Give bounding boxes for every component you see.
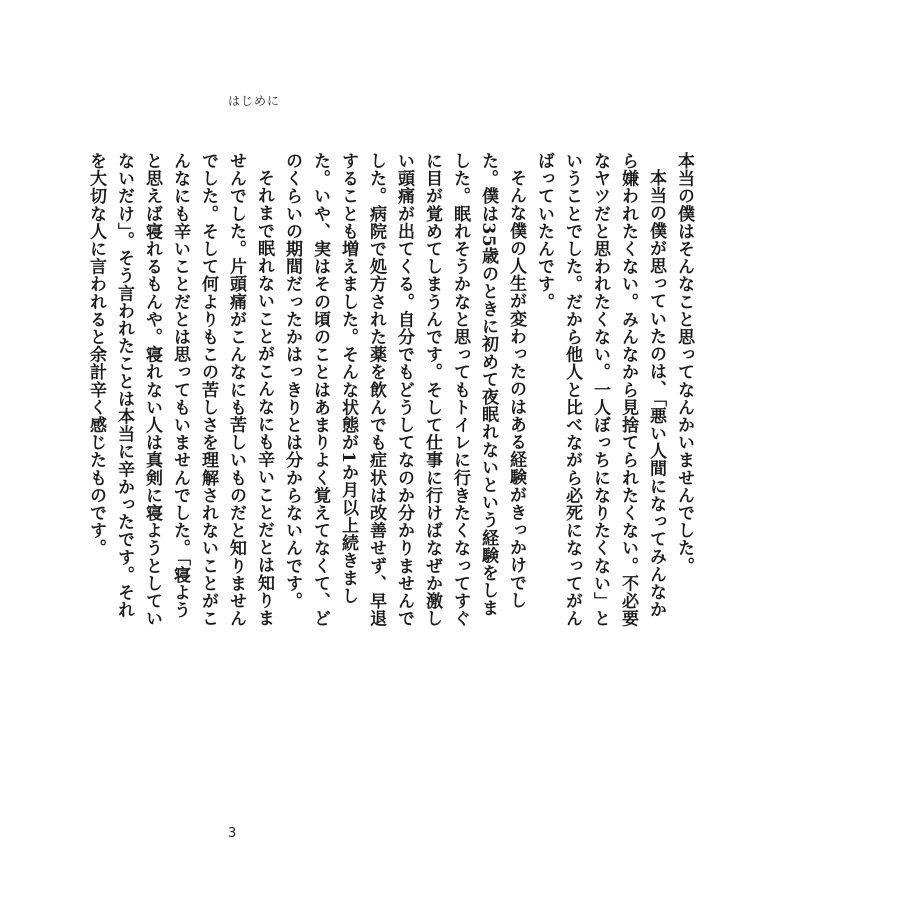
vertical-text-body bbox=[82, 152, 698, 632]
paragraph: それまで眠れないことがこんなにも辛いことだとは知りませんでした。片頭痛がこんなにも苦しいものだと知りませんでした。そして何よりもこの苦しさを理解されないことがこんなにも辛いことだとは思ってもいませんでした。「寝ようと思えば寝れるもんや。寝れない人は真剣に寝ようとしていないだけ」。そう言われたことは本当に辛かったです。それを大切な人に言われると余計辛く感じたものです。 bbox=[86, 152, 274, 628]
paragraph: 本当の僕はそんなこと思ってなんかいませんでした。 bbox=[674, 152, 694, 575]
paragraph: 本当の僕が思っていたのは、「悪い人間になってみんなから嫌われたくない。みんなから見捨てられたくない。不必要なヤツだと思われたくない。一人ぼっちになりたくない」ということでした。だから他人と比べながら必死になってがんばっていたんです。 bbox=[534, 152, 666, 628]
paragraph: そんな僕の人生が変わったのはある経験がきっかけでした。僕は35歳のときに初めて夜眠れないという経験をしました。眠れそうかなと思ってもトイレに行きたくなってすぐに目が覚めてしまうんです。そして仕事に行けばなぜか激しい頭痛が出てくる。自分でもどうしてなのか分かりませんでした。病院で処方された薬を飲んでも症状は改善せず、早退することも増えました。そんな状態が1か月以上続きました。いや、実はその頃のことはあまりよく覚えてなくて、どのくらいの期間だったかはっきりとは分からないんです。 bbox=[282, 152, 526, 628]
page-number: 3 bbox=[228, 826, 237, 841]
running-head: はじめに bbox=[228, 94, 281, 108]
